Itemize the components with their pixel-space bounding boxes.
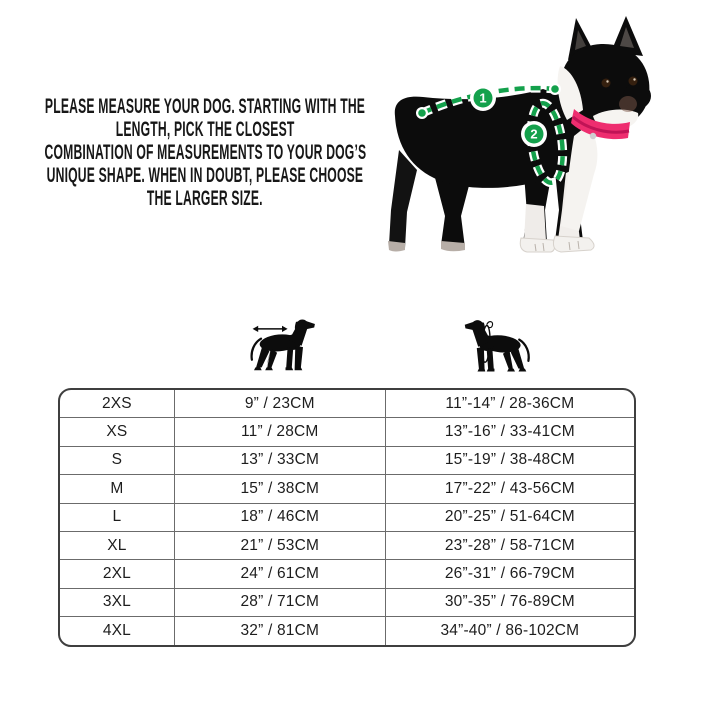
instruction-text: UNIQUE SHAPE. WHEN IN DOUBT, PLEASE CHOOSE [46, 164, 364, 188]
girth-cell: 13”-16” / 33-41CM [386, 417, 634, 445]
length-cell: 21” / 53CM [175, 531, 386, 559]
dog-leg-white [524, 204, 546, 241]
dog-eye [629, 77, 638, 86]
girth-cell: 11”-14” / 28-36CM [445, 394, 575, 412]
table-row [60, 417, 634, 445]
table-row [60, 616, 634, 644]
size-cell: XL [60, 531, 175, 559]
girth-cell: 26”-31” / 66-79CM [386, 559, 634, 587]
dog-length-icon [247, 316, 317, 374]
length-cell: 32” / 81CM [175, 616, 386, 644]
size-cell: 3XL [60, 588, 175, 616]
table-row [60, 531, 634, 559]
size-cell: M [60, 474, 175, 502]
dog-muzzle-shading [619, 96, 637, 112]
girth-cell: 17”-22” / 43-56CM [386, 474, 634, 502]
instruction-line [10, 95, 400, 118]
size-cell: L [60, 503, 175, 531]
length-arrow-icon [253, 326, 288, 332]
dog-eye [602, 79, 611, 88]
instruction-line [10, 165, 400, 188]
dog-measurement-photo [385, 12, 715, 272]
instruction-line [10, 118, 400, 141]
instruction-text: LENGTH, PICK THE CLOSEST [115, 117, 295, 141]
size-cell: 2XS [60, 390, 175, 417]
girth-marker-number: 2 [530, 126, 538, 142]
length-cell: 11” / 28CM [175, 417, 386, 445]
size-cell: S [60, 446, 175, 474]
length-line-end-dot [551, 85, 559, 93]
dog-eye-glint [633, 78, 635, 80]
size-cell: 4XL [60, 616, 175, 644]
instruction-text: PLEASE MEASURE YOUR DOG. STARTING WITH THE [44, 94, 366, 118]
table-row [60, 446, 634, 474]
instruction-text: THE LARGER SIZE. [147, 187, 263, 211]
length-cell: 15” / 38CM [175, 474, 386, 502]
instruction-line [10, 141, 400, 164]
length-marker-number: 1 [479, 90, 487, 106]
dog-far-hind-leg [389, 150, 417, 248]
table-row [60, 559, 634, 587]
dog-girth-icon [460, 317, 536, 375]
length-cell: 24” / 61CM [175, 559, 386, 587]
length-cell: 9” / 23CM [175, 390, 386, 417]
table-row [60, 390, 634, 417]
dog-front-paw [553, 236, 594, 252]
dog-eye-glint [606, 80, 608, 82]
table-row [60, 474, 634, 502]
table-row [60, 503, 634, 531]
girth-cell: 23”-28” / 58-71CM [386, 531, 634, 559]
dog-front-paw [520, 238, 554, 252]
length-cell: 13” / 33CM [175, 446, 386, 474]
length-cell: 28” / 71CM [175, 588, 386, 616]
instruction-line [10, 188, 400, 211]
table-row [60, 588, 634, 616]
girth-cell: 30”-35” / 76-89CM [386, 588, 634, 616]
instruction-text: COMBINATION OF MEASUREMENTS TO YOUR DOG’S [44, 140, 366, 164]
size-cell: XS [60, 417, 175, 445]
measure-instructions [10, 95, 400, 211]
size-cell: 2XL [60, 559, 175, 587]
dog-collar-ring [590, 133, 596, 139]
length-line-end-dot [418, 109, 426, 117]
girth-cell: 34”-40” / 86-102CM [386, 616, 634, 644]
girth-cell: 15”-19” / 38-48CM [386, 446, 634, 474]
size-chart-table [58, 388, 636, 647]
girth-cell: 20”-25” / 51-64CM [386, 503, 634, 531]
length-cell: 18” / 46CM [175, 503, 386, 531]
